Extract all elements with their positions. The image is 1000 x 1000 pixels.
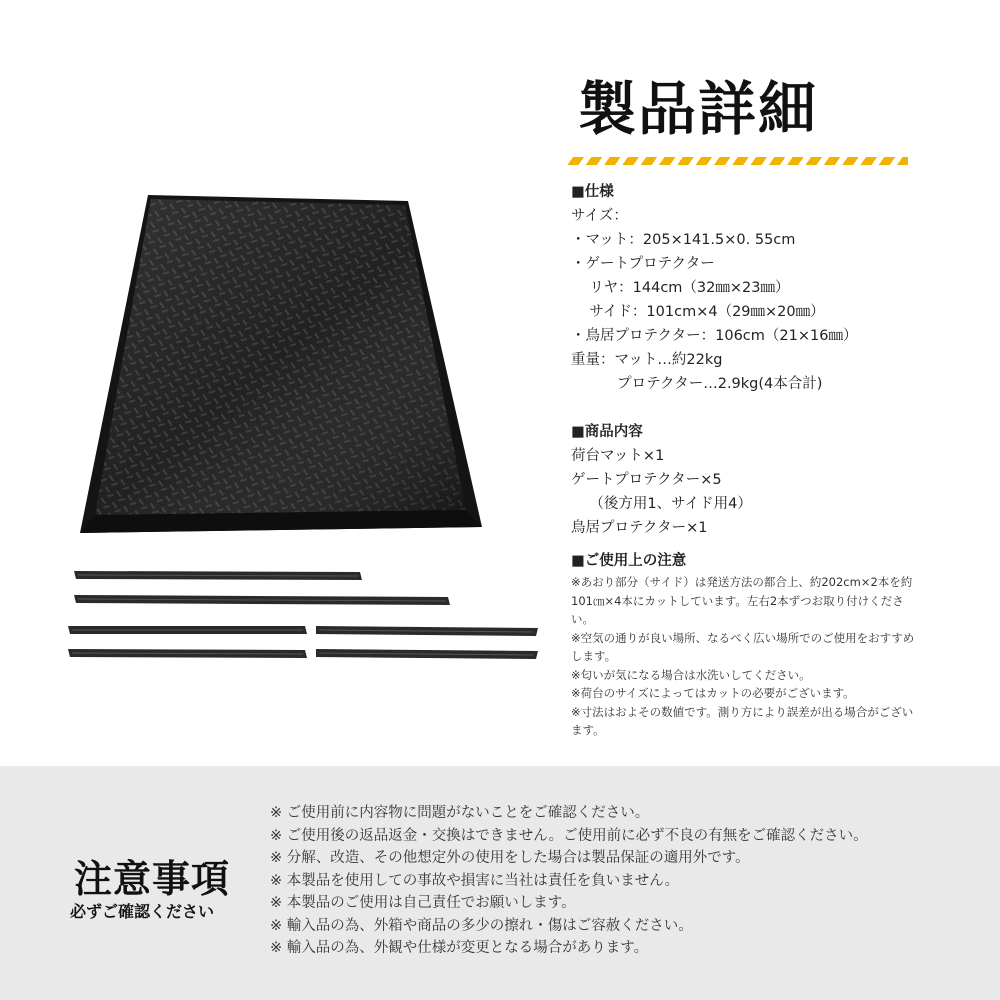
caution-list: [270, 802, 990, 960]
caution-title: 注意事項: [74, 857, 231, 901]
contents-line: 荷台マット×1: [571, 448, 665, 464]
protector-strip-side-3: [316, 626, 538, 636]
contents-line: （後方用1、サイド用4）: [571, 496, 752, 512]
caution-item: ※ 輸入品の為、外箱や商品の多少の擦れ・傷はご容赦ください。: [270, 917, 693, 934]
contents-line: 鳥居プロテクター×1: [571, 520, 708, 536]
protector-strip-side-1: [74, 595, 450, 605]
caution-item: ※ ご使用前に内容物に問題がないことをご確認ください。: [270, 805, 650, 821]
notes-heading-wrap: [571, 549, 991, 573]
protector-strip-torii: [316, 649, 538, 659]
spec-line: リヤ：144cm（32㎜×23㎜）: [571, 280, 790, 296]
caution-item: ※ 輸入品の為、外観や仕様が変更となる場合があります。: [270, 940, 649, 956]
spec-line: プロテクター…2.9kg(4本合計): [571, 376, 823, 392]
bed-mat: [80, 195, 482, 533]
caution-subtitle: 必ずご確認ください: [70, 902, 215, 921]
caution-footer: [0, 766, 1000, 1000]
page-title: 製品詳細: [578, 75, 819, 143]
spec-line: サイド：101cm×4（29㎜×20㎜）: [571, 304, 825, 320]
protector-strip-rear: [74, 571, 362, 580]
hazard-stripe-divider: [568, 157, 908, 165]
usage-note: ※匂いが気になる場合は水洗いしてください。: [571, 667, 811, 682]
spec-block: [571, 180, 991, 540]
protector-strip-side-2: [68, 626, 307, 634]
usage-note: ※寸法はおよその数値です。測り方により誤差が出る場合がございます。: [571, 704, 914, 737]
caution-item: ※ 本製品のご使用は自己責任でお願いします。: [270, 895, 576, 911]
product-photo: [0, 0, 560, 700]
usage-note: ※空気の通りが良い場所、なるべく広い場所でのご使用をおすすめします。: [571, 630, 915, 663]
spec-line: ・マット：205×141.5×0. 55cm: [571, 232, 796, 248]
contents-heading: ■商品内容: [571, 424, 643, 440]
caution-item: ※ 本製品を使用しての事故や損害に当社は責任を負いません。: [270, 872, 680, 889]
spec-line: ・鳥居プロテクター：106cm（21×16㎜）: [571, 328, 858, 344]
spec-line: サイズ：: [571, 208, 628, 224]
usage-notes: [571, 573, 921, 740]
caution-item: ※ 分解、改造、その他想定外の使用をした場合は製品保証の適用外です。: [270, 850, 750, 866]
contents-line: ゲートプロテクター×5: [571, 472, 722, 488]
spec-heading: ■仕様: [571, 184, 614, 200]
spec-line: ・ゲートプロテクター: [571, 256, 715, 272]
protector-strips: [68, 571, 538, 659]
notes-heading: ■ご使用上の注意: [571, 553, 687, 569]
usage-note: ※あおり部分（サイド）は発送方法の都合上、約202cm×2本を約101㎝×4本にカットしています。左右2本ずつお取り付けください。: [571, 575, 913, 626]
usage-note: ※荷台のサイズによってはカットの必要がございます。: [571, 686, 855, 700]
caution-item: ※ ご使用後の返品返金・交換はできません。ご使用前に必ず不良の有無をご確認ください。: [270, 827, 868, 844]
spec-line: 重量：マット…約22kg: [571, 352, 723, 368]
protector-strip-side-4: [68, 649, 307, 658]
spacer: [571, 396, 991, 420]
